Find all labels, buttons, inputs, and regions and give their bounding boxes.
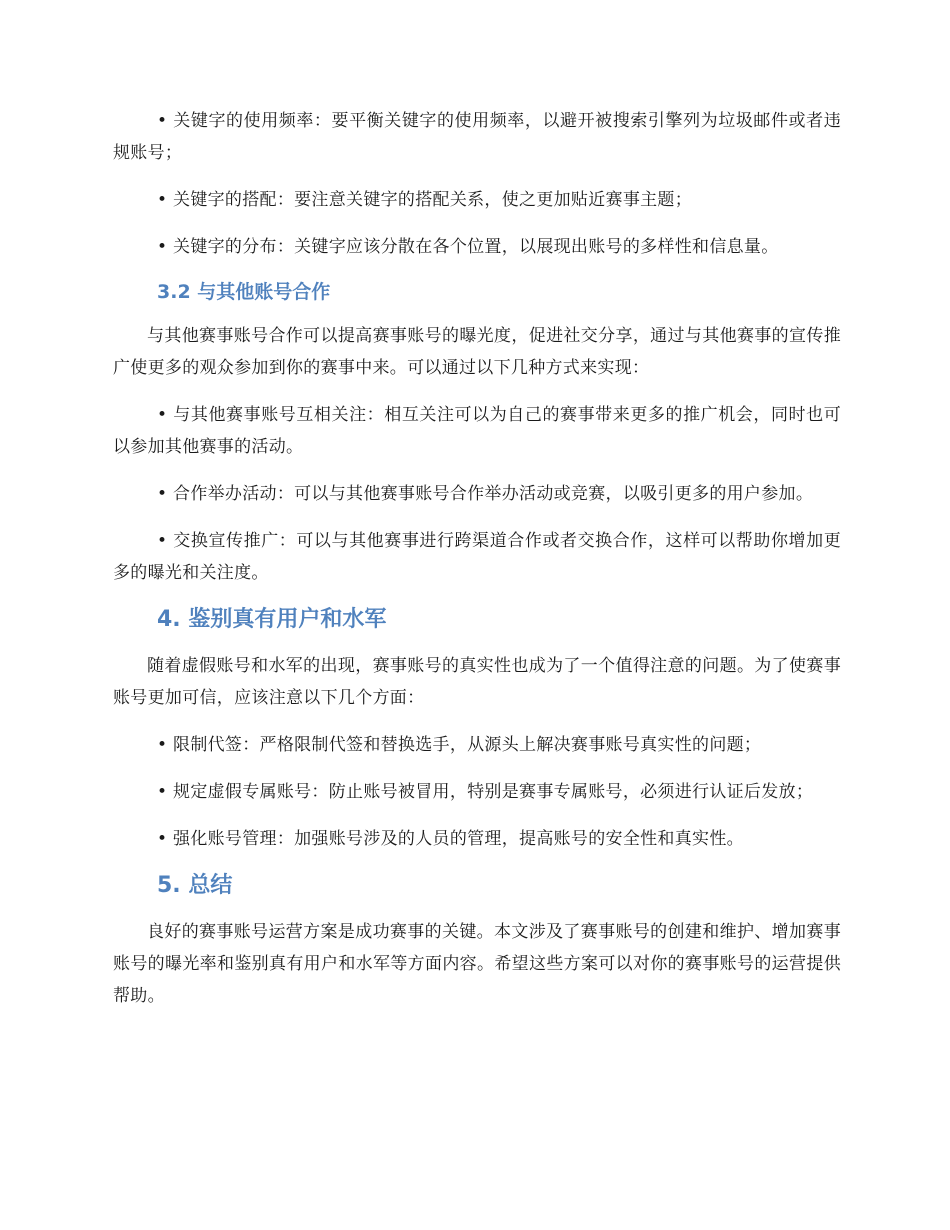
paragraph-3-2-intro: 与其他赛事账号合作可以提高赛事账号的曝光度，促进社交分享，通过与其他赛事的宣传推广使更多的观众参加到你的赛事中来。可以通过以下几种方式来实现：	[113, 326, 841, 378]
bullet-keyword-frequency: • 关键字的使用频率：要平衡关键字的使用频率，以避开被搜索引擎列为垃圾邮件或者违规账号；	[113, 111, 841, 163]
bullet-keyword-matching: • 关键字的搭配：要注意关键字的搭配关系，使之更加贴近赛事主题；	[157, 190, 693, 210]
bullet-mutual-follow: • 与其他赛事账号互相关注：相互关注可以为自己的赛事带来更多的推广机会，同时也可以参加其他赛事的活动。	[113, 405, 841, 457]
heading-section-4: 4. 鉴别真有用户和水军	[157, 607, 387, 632]
paragraph-summary: 良好的赛事账号运营方案是成功赛事的关键。本文涉及了赛事账号的创建和维护、增加赛事账号的曝光率和鉴别真有用户和水军等方面内容。希望这些方案可以对你的赛事账号的运营提供帮助。	[113, 922, 841, 1006]
paragraph-4-intro: 随着虚假账号和水军的出现，赛事账号的真实性也成为了一个值得注意的问题。为了使赛事账号更加可信，应该注意以下几个方面：	[113, 656, 841, 708]
bullet-exchange-promotion: • 交换宣传推广：可以与其他赛事进行跨渠道合作或者交换合作，这样可以帮助你增加更多的曝光和关注度。	[113, 531, 841, 583]
heading-section-5: 5. 总结	[157, 873, 233, 898]
bullet-limit-proxy: • 限制代签：严格限制代签和替换选手，从源头上解决赛事账号真实性的问题；	[157, 735, 762, 755]
bullet-keyword-distribution: • 关键字的分布：关键字应该分散在各个位置，以展现出账号的多样性和信息量。	[157, 237, 779, 257]
bullet-joint-events: • 合作举办活动：可以与其他赛事账号合作举办活动或竞赛，以吸引更多的用户参加。	[157, 484, 814, 504]
document-page	[113, 105, 841, 1027]
bullet-exclusive-accounts: • 规定虚假专属账号：防止账号被冒用，特别是赛事专属账号，必须进行认证后发放；	[157, 782, 814, 802]
heading-3-2: 3.2 与其他账号合作	[157, 281, 331, 303]
bullet-account-management: • 强化账号管理：加强账号涉及的人员的管理，提高账号的安全性和真实性。	[157, 829, 744, 849]
